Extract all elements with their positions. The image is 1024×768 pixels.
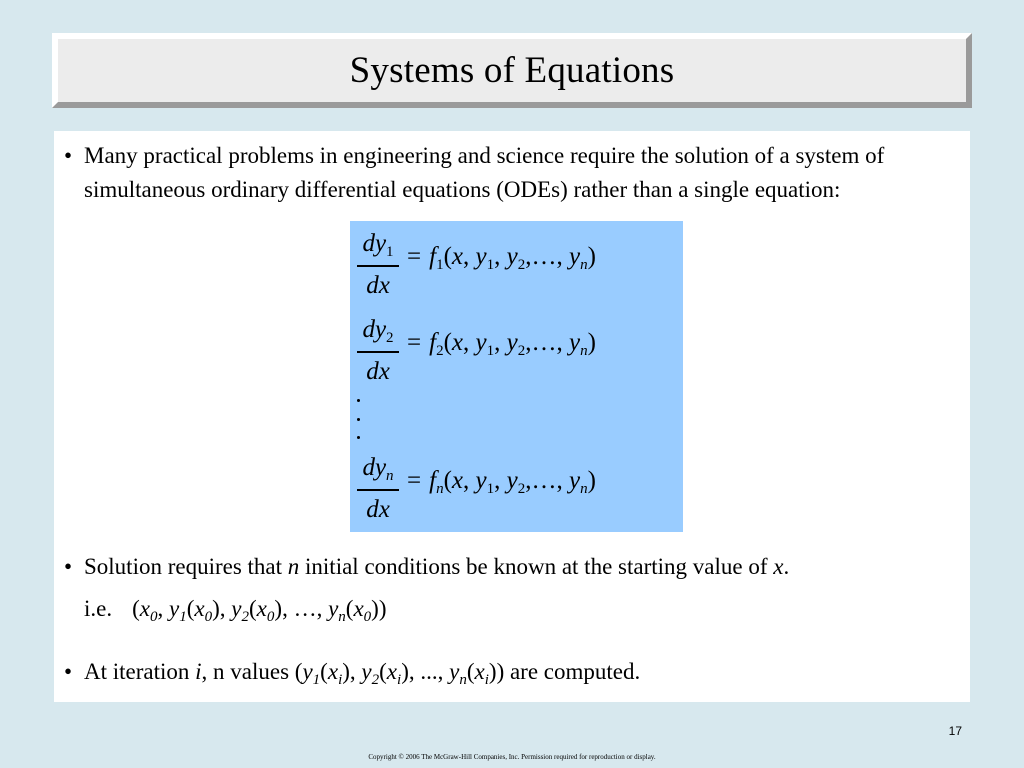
fraction-bar: [357, 265, 399, 267]
bullet-marker: •: [64, 659, 73, 684]
equation-n: [357, 451, 687, 527]
equation-2-rhs: = $f_2(x$, $y_1$, $y_2,\dots$, $y_n$): [407, 329, 596, 359]
fraction-bar: [357, 351, 399, 353]
content-box: [54, 131, 970, 702]
equations-box: [350, 221, 683, 532]
derivative-fraction-1: $dy_1$ dx: [357, 227, 399, 303]
initial-conditions-line: i.e. ($x_0$, $y_1(x_0)$, $y_2(x_0)$, …, $y_n(x_0)$): [84, 596, 387, 625]
bullet-2: [54, 550, 970, 626]
equation-1: [357, 227, 687, 303]
derivative-fraction-2: $dy_2$ dx: [357, 313, 399, 389]
equation-n-rhs: = $f_n(x$, $y_1$, $y_2,\dots$, $y_n$): [407, 467, 596, 497]
vertical-ellipsis: [355, 399, 361, 439]
derivative-fraction-n: $dy_n$ dx: [357, 451, 399, 527]
bullet-1: [54, 139, 970, 207]
page-number: 17: [948, 724, 962, 738]
copyright-notice: Copyright © 2006 The McGraw-Hill Companies, Inc. Permission required for reproduction or display.: [368, 753, 656, 761]
bullet-marker: •: [64, 554, 73, 579]
title-box: [52, 33, 972, 108]
bullet-3: [54, 655, 970, 689]
bullet-3-text: At iteration i, n values ($y_1(x_i)$, $y_2(x_i)$, ..., $y_n(x_i)$) are computed.: [84, 659, 641, 688]
equation-1-rhs: = $f_1(x$, $y_1$, $y_2,\dots$, $y_n$): [407, 243, 596, 273]
bullet-2-text: Solution requires that n initial conditions be known at the starting value of x. i.e. ($x_0$, $y_1(x_0)$, $y_2(x_0)$, …, $y_n(x_0)$): [84, 550, 962, 626]
fraction-bar: [357, 489, 399, 491]
slide-title: Systems of Equations: [349, 50, 675, 91]
bullet-1-text: Many practical problems in engineering and science require the solution of a system of simultaneous ordinary differential equations (ODEs) rather than a single equation:: [84, 143, 885, 202]
bullet-marker: •: [64, 143, 73, 168]
equation-2: [357, 313, 687, 389]
